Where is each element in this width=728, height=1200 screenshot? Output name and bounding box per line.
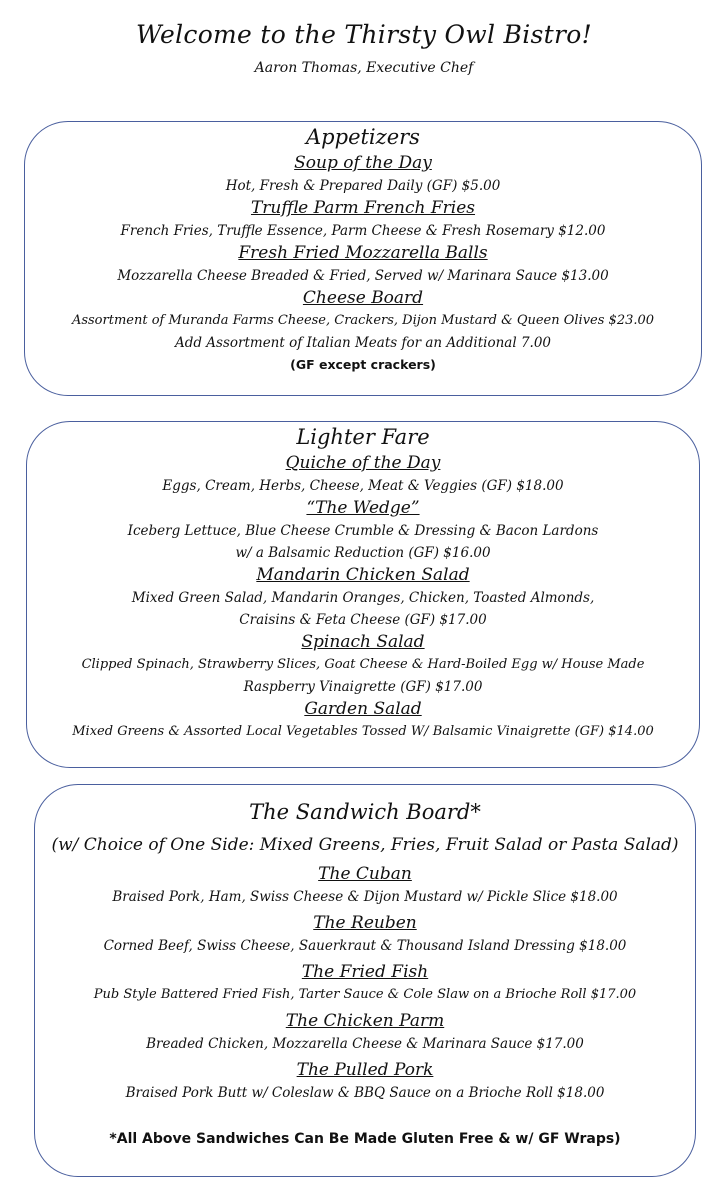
appetizers-note: (GF except crackers) [290, 357, 436, 372]
item-description: French Fries, Truffle Essence, Parm Cheese & Fresh Rosemary $12.00 [120, 223, 606, 239]
item-description: Pub Style Battered Fried Fish, Tarter Sauce & Cole Slaw on a Brioche Roll $17.00 [93, 987, 637, 1002]
item-description-extra: Raspberry Vinaigrette (GF) $17.00 [243, 679, 483, 695]
item-description: Mixed Greens & Assorted Local Vegetables Tossed W/ Balsamic Vinaigrette (GF) $14.00 [72, 724, 654, 739]
item-description: Iceberg Lettuce, Blue Cheese Crumble & Dressing & Bacon Lardons [127, 523, 599, 539]
item-name: Cheese Board [302, 288, 424, 308]
item-name: The Chicken Parm [285, 1011, 445, 1031]
item-name: The Cuban [318, 864, 412, 884]
item-description: Corned Beef, Swiss Cheese, Sauerkraut & Thousand Island Dressing $18.00 [103, 938, 627, 954]
item-name: The Fried Fish [301, 962, 429, 982]
item-description: Mixed Green Salad, Mandarin Oranges, Chicken, Toasted Almonds, [131, 590, 595, 606]
item-description: Mozzarella Cheese Breaded & Fried, Served w/ Marinara Sauce $13.00 [117, 268, 609, 284]
sandwich-board-note: *All Above Sandwiches Can Be Made Gluten Free & w/ GF Wraps) [109, 1131, 621, 1147]
item-description: Eggs, Cream, Herbs, Cheese, Meat & Veggies (GF) $18.00 [162, 478, 564, 494]
item-name: The Pulled Pork [296, 1060, 434, 1080]
appetizers-title: Appetizers [306, 125, 420, 149]
item-description: Braised Pork, Ham, Swiss Cheese & Dijon Mustard w/ Pickle Slice $18.00 [112, 889, 618, 905]
chef-credit: Aaron Thomas, Executive Chef [254, 60, 474, 76]
item-name: Quiche of the Day [285, 453, 441, 473]
appetizers-section [24, 121, 702, 396]
sandwich-board-title: The Sandwich Board* [249, 800, 481, 824]
item-description: Braised Pork Butt w/ Coleslaw & BBQ Sauce on a Brioche Roll $18.00 [125, 1085, 605, 1101]
lighter-fare-title: Lighter Fare [296, 425, 430, 449]
item-name: Truffle Parm French Fries [250, 198, 476, 218]
item-description-extra: w/ a Balsamic Reduction (GF) $16.00 [235, 545, 491, 561]
item-description: Breaded Chicken, Mozzarella Cheese & Marinara Sauce $17.00 [146, 1036, 584, 1052]
sandwich-board-section [34, 784, 696, 1177]
item-name: “The Wedge” [306, 498, 420, 518]
item-description-extra: Craisins & Feta Cheese (GF) $17.00 [239, 612, 487, 628]
lighter-fare-section [26, 421, 700, 768]
item-description: Hot, Fresh & Prepared Daily (GF) $5.00 [225, 178, 501, 194]
item-name: Fresh Fried Mozzarella Balls [238, 243, 488, 263]
item-name: Garden Salad [304, 699, 422, 719]
item-description: Clipped Spinach, Strawberry Slices, Goat Cheese & Hard-Boiled Egg w/ House Made [81, 657, 645, 672]
item-name: The Reuben [313, 913, 417, 933]
menu-title: Welcome to the Thirsty Owl Bistro! [136, 20, 592, 49]
item-description-extra: Add Assortment of Italian Meats for an Additional 7.00 [174, 335, 552, 351]
sandwich-board-subtitle: (w/ Choice of One Side: Mixed Greens, Fries, Fruit Salad or Pasta Salad) [51, 835, 679, 855]
item-name: Spinach Salad [301, 632, 425, 652]
item-name: Soup of the Day [294, 153, 432, 173]
item-description: Assortment of Muranda Farms Cheese, Crackers, Dijon Mustard & Queen Olives $23.00 [71, 313, 655, 328]
item-name: Mandarin Chicken Salad [256, 565, 470, 585]
